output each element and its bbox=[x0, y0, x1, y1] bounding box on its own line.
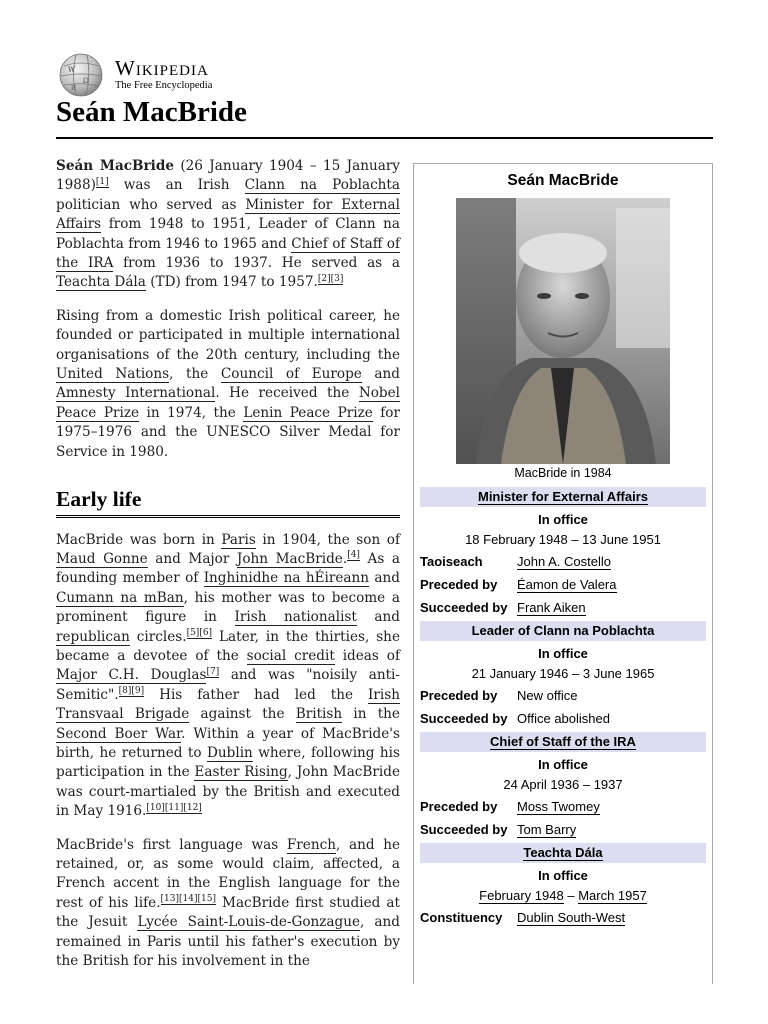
infobox-title: Seán MacBride bbox=[507, 172, 619, 189]
photo-caption: MacBride in 1984 bbox=[514, 466, 612, 480]
office-heading-minister-external-affairs bbox=[420, 487, 706, 507]
office-dates: 18 February 1948 – 13 June 1951 bbox=[465, 532, 661, 547]
lead-paragraph-1: Seán MacBride (26 January 1904 – 15 January 1988)[1] was an Irish Clann na Poblachta politician who served as Minister for External Affairs from 1948 to 1951, Leader of Clann na Poblachta from 1946 to 1965 and Chief of Staff of the IRA from 1936 to 1937. He served as a Teachta Dála (TD) from 1947 to 1957.[2][3] bbox=[56, 158, 401, 291]
wikipedia-logo[interactable] bbox=[56, 52, 316, 96]
link-french[interactable]: French bbox=[286, 836, 336, 853]
office-heading-link[interactable]: Chief of Staff of the IRA bbox=[490, 734, 636, 749]
link-united-nations[interactable]: United Nations bbox=[56, 366, 170, 383]
link-republican[interactable]: republican bbox=[56, 628, 130, 645]
citation-link[interactable]: [14] bbox=[179, 894, 198, 905]
citation-link[interactable]: [12] bbox=[183, 802, 202, 813]
link-major-ch-douglas[interactable]: Major C.H. Douglas bbox=[56, 667, 207, 684]
link-john-a-costello[interactable]: John A. Costello bbox=[517, 554, 611, 569]
citation-link[interactable]: [5] bbox=[186, 628, 200, 638]
citation-link[interactable]: [1] bbox=[95, 176, 109, 187]
svg-text:W: W bbox=[68, 66, 76, 74]
link-minister-external-affairs[interactable]: Minister for External Affairs bbox=[56, 196, 400, 233]
link-eamon-de-valera[interactable]: Éamon de Valera bbox=[517, 577, 617, 592]
infobox-row: Taoiseach John A. Costello bbox=[420, 554, 611, 569]
lead-paragraph-2: Rising from a domestic Irish political career, he founded or participated in multiple international organisations of the 20th century, including the United Nations, the Council of Europe and Amnesty International. He received the Nobel Peace Prize in 1974, the Lenin Peace Prize for 1975–1976 and the UNESCO Silver Medal for Service in 1980. bbox=[56, 307, 400, 460]
office-heading-link[interactable]: Teachta Dála bbox=[523, 845, 603, 860]
link-lycee-saint-louis-de-gonzague[interactable]: Lycée Saint-Louis-de-Gonzague bbox=[137, 914, 361, 931]
link-easter-rising[interactable]: Easter Rising bbox=[194, 764, 288, 781]
infobox-row: Succeeded by Tom Barry bbox=[420, 822, 577, 837]
link-maud-gonne[interactable]: Maud Gonne bbox=[56, 550, 148, 567]
link-lenin-peace-prize[interactable]: Lenin Peace Prize bbox=[243, 404, 373, 421]
link-irish-transvaal-brigade[interactable]: Irish Transvaal Brigade bbox=[56, 686, 400, 723]
citation-link[interactable]: [6] bbox=[199, 628, 213, 638]
link-teachta-dala[interactable]: Teachta Dála bbox=[56, 274, 146, 291]
infobox-row: Succeeded by Frank Aiken bbox=[420, 600, 586, 615]
portrait-photo[interactable] bbox=[456, 198, 670, 464]
link-social-credit[interactable]: social credit bbox=[246, 647, 335, 664]
office-dates: February 1948 – March 1957 bbox=[479, 888, 647, 903]
office-dates: 21 January 1946 – 3 June 1965 bbox=[471, 666, 655, 681]
office-dates: 24 April 1936 – 1937 bbox=[503, 777, 623, 792]
citation-link[interactable]: [8] bbox=[118, 686, 132, 697]
link-frank-aiken[interactable]: Frank Aiken bbox=[517, 600, 586, 615]
office-heading-teachta-dala bbox=[420, 843, 706, 863]
article-body bbox=[56, 157, 400, 985]
link-nobel-peace-prize[interactable]: Nobel Peace Prize bbox=[56, 385, 400, 421]
office-heading-chief-of-staff-ira bbox=[420, 732, 706, 752]
link-british[interactable]: British bbox=[295, 706, 343, 723]
link-council-of-europe[interactable]: Council of Europe bbox=[220, 366, 362, 383]
link-chief-of-staff-ira[interactable]: Chief of Staff of the IRA bbox=[56, 235, 400, 272]
link-cumann-na-mban[interactable]: Cumann na mBan bbox=[56, 589, 184, 606]
citation-link[interactable]: [9] bbox=[131, 686, 145, 697]
link-dublin[interactable]: Dublin bbox=[207, 744, 253, 761]
link-clann-na-poblachta[interactable]: Clann na Poblachta bbox=[244, 177, 401, 194]
citation-link[interactable]: [7] bbox=[206, 666, 220, 677]
svg-text:Ω: Ω bbox=[83, 77, 89, 85]
citation-link[interactable]: [11] bbox=[164, 802, 184, 813]
infobox-row: Preceded by Moss Twomey bbox=[420, 799, 600, 814]
infobox-row: Constituency Dublin South-West bbox=[420, 910, 626, 925]
svg-text:И: И bbox=[71, 85, 77, 92]
early-life-paragraph-2: MacBride's first language was French, and he retained, or, as some would claim, affected, a French accent in the English language for the rest of his life.[13][14][15] MacBride first studied at the Jesuit Lycée Saint-Louis-de-Gonzague, and remained in Paris until his father's execution by the British for his involvement in the bbox=[56, 836, 400, 970]
link-tom-barry[interactable]: Tom Barry bbox=[517, 822, 577, 837]
link-february-1948[interactable]: February 1948 bbox=[479, 888, 564, 903]
link-amnesty-international[interactable]: Amnesty International bbox=[56, 385, 216, 402]
in-office-label: In office bbox=[538, 868, 588, 883]
office-heading-link[interactable]: Minister for External Affairs bbox=[477, 489, 648, 504]
office-heading-leader-clann-na-poblachta: Leader of Clann na Poblachta bbox=[420, 621, 706, 641]
in-office-label: In office bbox=[538, 512, 588, 527]
early-life-paragraph-1: MacBride was born in Paris in 1904, the son of Maud Gonne and Major John MacBride.[4] As a founding member of Inghinidhe na hÉireann and Cumann na mBan, his mother was to become a prominent figure in Irish nationalist and republican circles.[5][6] Later, in the thirties, she became a devotee of the social credit ideas of Major C.H. Douglas[7] and was "noisily anti-Semitic".[8][9] His father had led the Irish Transvaal Brigade against the British in the Second Boer War. Within a year of MacBride's birth, he returned to Dublin where, following his participation in the Easter Rising, John MacBride was court-martialed by the British and executed in May 1916.[10][11][12] bbox=[56, 531, 401, 820]
in-office-label: In office bbox=[538, 757, 588, 772]
infobox-row: Succeeded by Office abolished bbox=[420, 711, 610, 726]
link-paris[interactable]: Paris bbox=[221, 531, 256, 548]
citation-link[interactable]: [10] bbox=[146, 802, 165, 813]
link-march-1957[interactable]: March 1957 bbox=[578, 888, 647, 903]
citation-link[interactable]: [4] bbox=[347, 550, 360, 561]
citation-link[interactable]: [15] bbox=[197, 894, 216, 905]
citation-link[interactable]: [3] bbox=[330, 273, 344, 284]
tagline: The Free Encyclopedia bbox=[115, 80, 213, 91]
link-moss-twomey[interactable]: Moss Twomey bbox=[517, 799, 600, 814]
citation-link[interactable]: [13] bbox=[160, 894, 180, 905]
wordmark: Wikipedia bbox=[115, 56, 209, 80]
link-inghinidhe-na-heireann[interactable]: Inghinidhe na hÉireann bbox=[203, 570, 370, 587]
title-divider bbox=[56, 137, 713, 139]
subject-name: Seán MacBride bbox=[56, 158, 175, 174]
link-john-macbride[interactable]: John MacBride bbox=[236, 550, 343, 567]
puzzle-globe-icon bbox=[56, 52, 106, 98]
link-irish-nationalist[interactable]: Irish nationalist bbox=[234, 609, 357, 626]
link-dublin-south-west[interactable]: Dublin South-West bbox=[517, 910, 626, 925]
infobox bbox=[413, 163, 713, 984]
citation-link[interactable]: [2] bbox=[317, 273, 331, 284]
infobox-row: Preceded by New office bbox=[420, 688, 578, 703]
page-title: Seán MacBride bbox=[56, 96, 247, 128]
section-heading-early-life: Early life bbox=[56, 490, 400, 517]
link-second-boer-war[interactable]: Second Boer War bbox=[56, 725, 182, 742]
in-office-label: In office bbox=[538, 646, 588, 661]
infobox-row: Preceded by Éamon de Valera bbox=[420, 577, 617, 592]
